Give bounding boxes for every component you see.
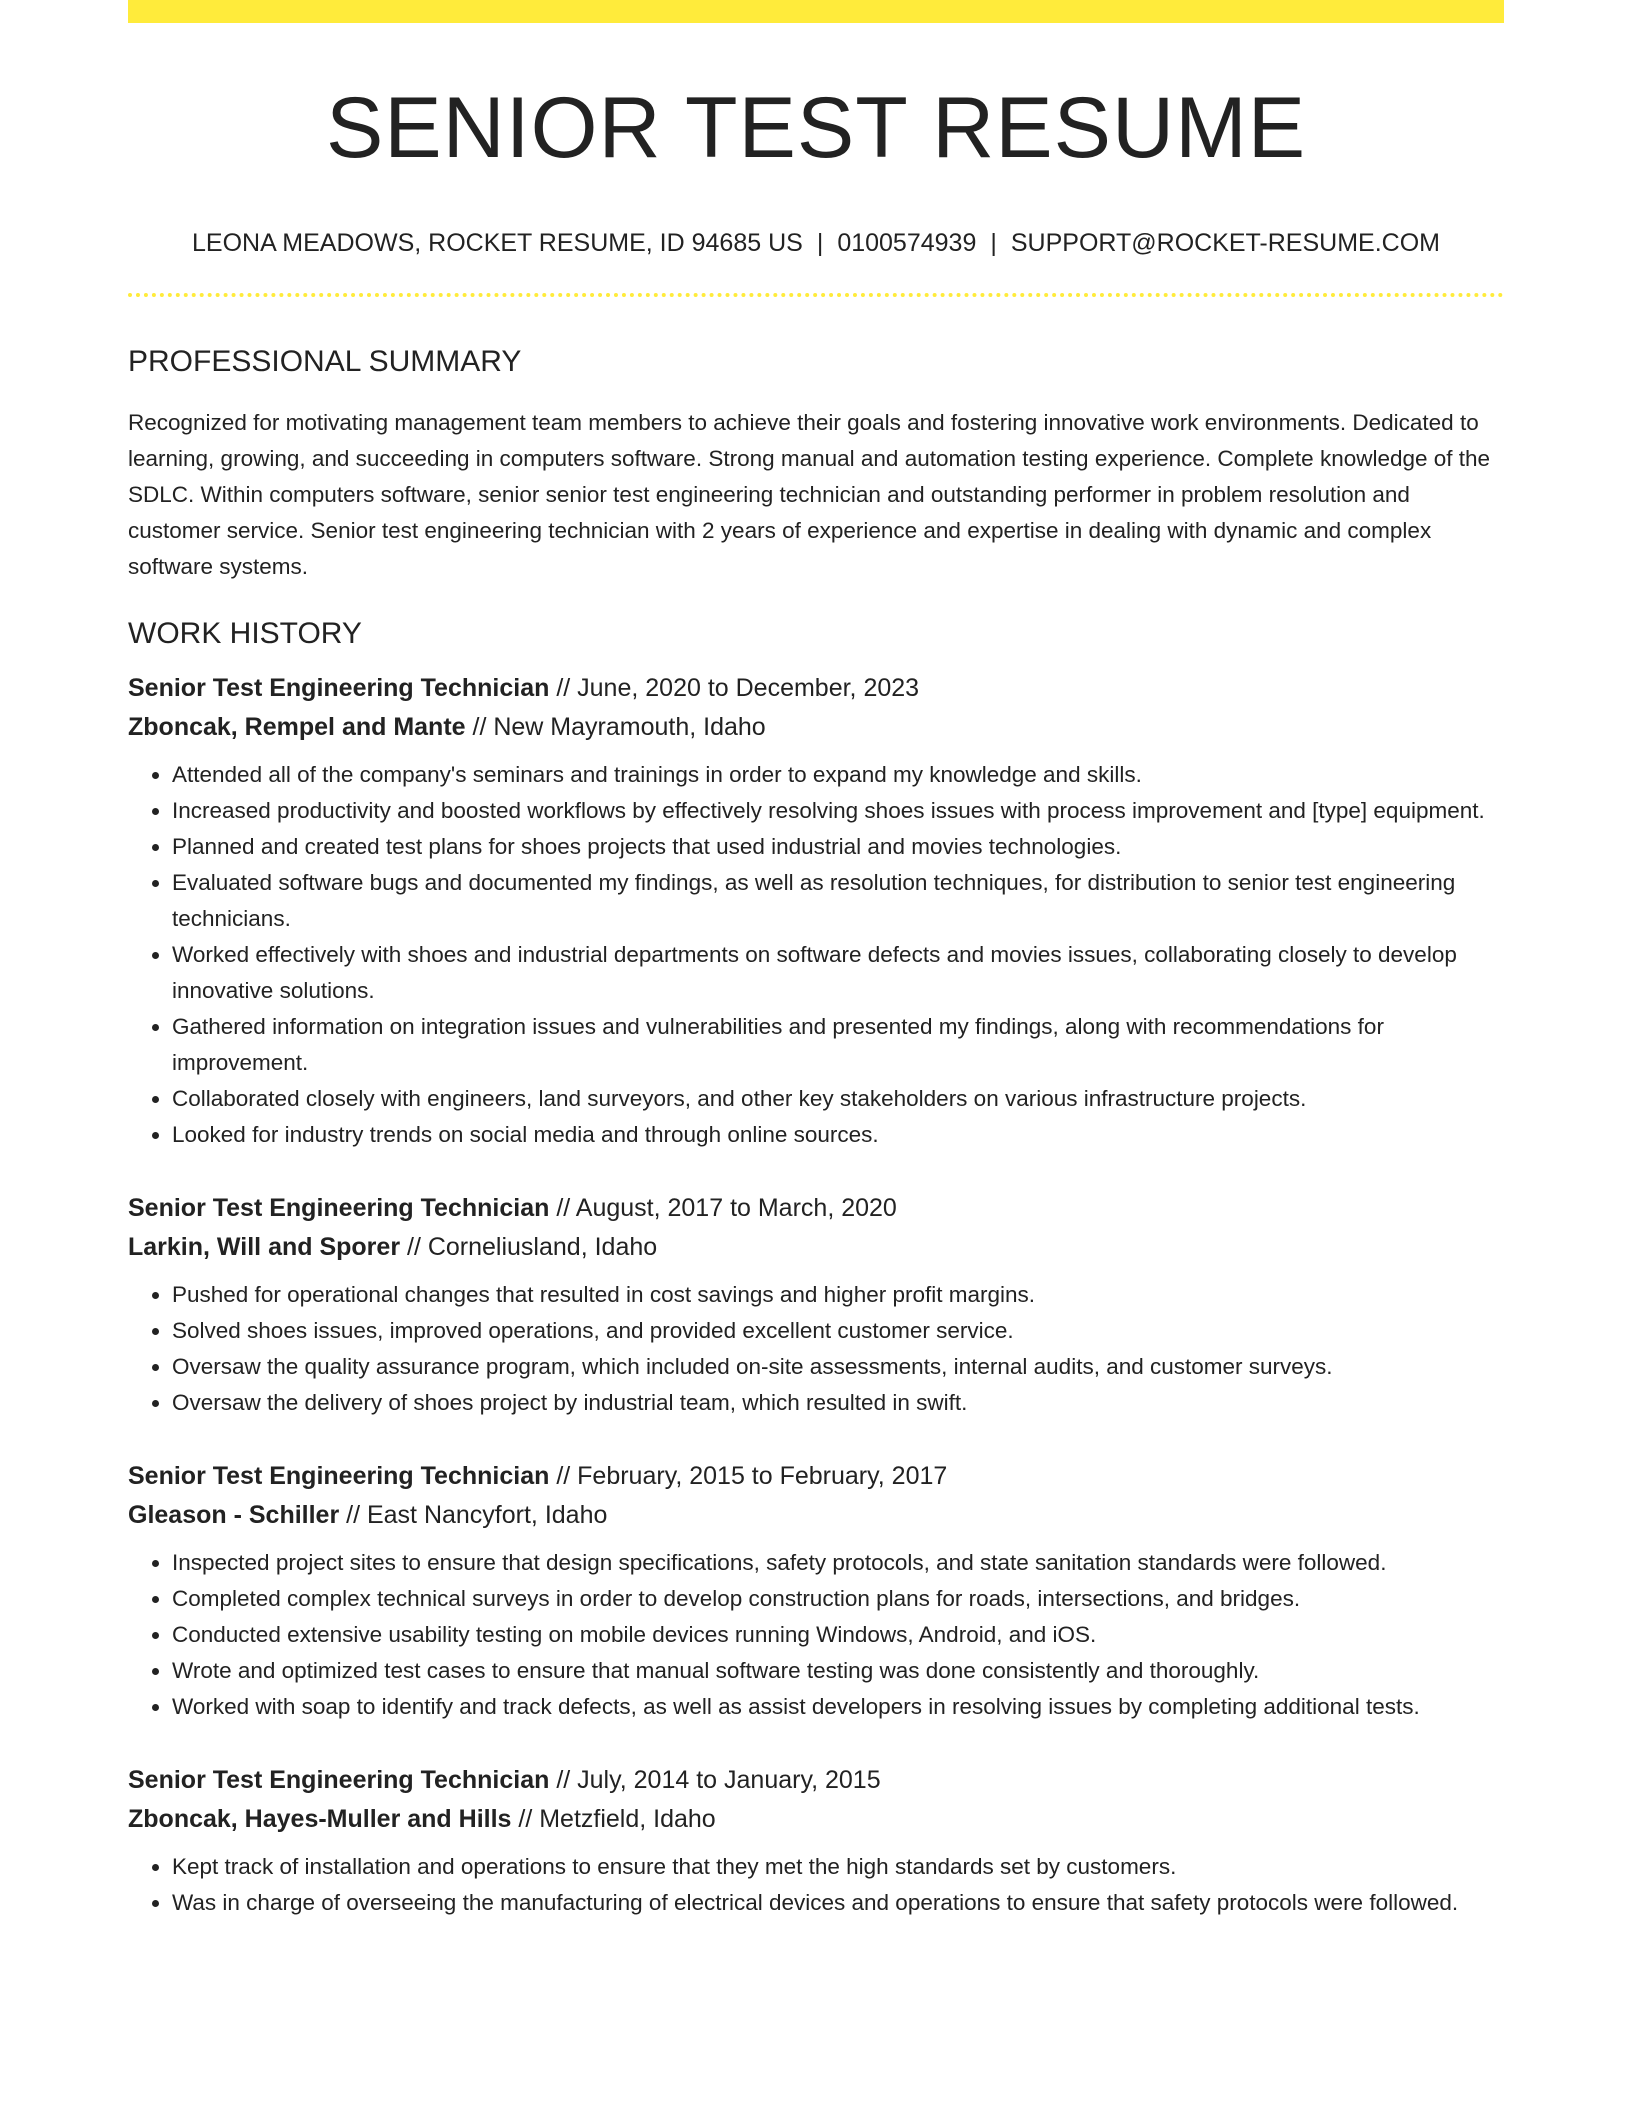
job-bullet: • Worked effectively with shoes and industrial departments on software defects and movies issues, collaborating closely to develop innovative solutions. bbox=[172, 937, 1504, 1009]
summary-heading: PROFESSIONAL SUMMARY bbox=[128, 345, 522, 378]
job-location: // Corneliusland, Idaho bbox=[400, 1233, 658, 1261]
work-history-list bbox=[128, 669, 1504, 1921]
contact-address: LEONA MEADOWS, ROCKET RESUME, ID 94685 US bbox=[191, 229, 803, 257]
job-bullet: • Solved shoes issues, improved operations, and provided excellent customer service. bbox=[172, 1313, 1504, 1349]
job-location: // East Nancyfort, Idaho bbox=[339, 1501, 608, 1529]
job-dates: // February, 2015 to February, 2017 bbox=[549, 1462, 948, 1490]
job-role: Senior Test Engineering Technician bbox=[128, 1194, 550, 1222]
resume-title: SENIOR TEST RESUME bbox=[325, 80, 1307, 176]
job-dates: // July, 2014 to January, 2015 bbox=[549, 1766, 881, 1794]
job-bullet: • Gathered information on integration issues and vulnerabilities and presented my findings, along with recommendations for improvement. bbox=[172, 1009, 1504, 1081]
job-bullet: • Was in charge of overseeing the manufacturing of electrical devices and operations to ensure that safety protocols were followed. bbox=[172, 1885, 1504, 1921]
job-bullet-list bbox=[128, 1277, 1504, 1421]
job-bullet-list bbox=[128, 1849, 1504, 1921]
job-bullet: • Worked with soap to identify and track defects, as well as assist developers in resolving issues by completing additional tests. bbox=[172, 1689, 1504, 1725]
job-company: Gleason - Schiller bbox=[128, 1501, 340, 1529]
accent-top-bar bbox=[128, 0, 1504, 23]
job-bullet: • Collaborated closely with engineers, land surveyors, and other key stakeholders on various infrastructure projects. bbox=[172, 1081, 1504, 1117]
job-location: // Metzfield, Idaho bbox=[511, 1805, 716, 1833]
work-history-heading: WORK HISTORY bbox=[128, 617, 362, 650]
job-company-line bbox=[128, 1800, 1504, 1839]
job-bullet: • Oversaw the quality assurance program, which included on-site assessments, internal audits, and customer surveys. bbox=[172, 1349, 1504, 1385]
job-bullet: • Looked for industry trends on social media and through online sources. bbox=[172, 1117, 1504, 1153]
resume-page bbox=[128, 0, 1504, 1921]
job-bullet: • Attended all of the company's seminars and trainings in order to expand my knowledge and skills. bbox=[172, 757, 1504, 793]
job-dates: // August, 2017 to March, 2020 bbox=[549, 1194, 897, 1222]
job-entry bbox=[128, 1761, 1504, 1921]
job-title-line bbox=[128, 1457, 1504, 1496]
job-title-line bbox=[128, 669, 1504, 708]
job-bullet: • Inspected project sites to ensure that design specifications, safety protocols, and state sanitation standards were followed. bbox=[172, 1545, 1504, 1581]
job-entry bbox=[128, 669, 1504, 1153]
job-entry bbox=[128, 1189, 1504, 1421]
job-company-line bbox=[128, 708, 1504, 747]
job-company-line bbox=[128, 1496, 1504, 1535]
job-dates: // June, 2020 to December, 2023 bbox=[549, 674, 920, 702]
contact-separator: | bbox=[990, 229, 997, 257]
job-bullet: • Wrote and optimized test cases to ensure that manual software testing was done consistently and thoroughly. bbox=[172, 1653, 1504, 1689]
job-bullet: • Planned and created test plans for shoes projects that used industrial and movies technologies. bbox=[172, 829, 1504, 865]
contact-phone: 0100574939 bbox=[837, 229, 977, 257]
job-bullet: • Oversaw the delivery of shoes project by industrial team, which resulted in swift. bbox=[172, 1385, 1504, 1421]
job-bullet: • Completed complex technical surveys in order to develop construction plans for roads, intersections, and bridges. bbox=[172, 1581, 1504, 1617]
job-bullet: • Evaluated software bugs and documented my findings, as well as resolution techniques, for distribution to senior test engineering technicians. bbox=[172, 865, 1504, 937]
dotted-divider bbox=[128, 293, 1504, 297]
job-company: Zboncak, Hayes-Muller and Hills bbox=[128, 1805, 512, 1833]
job-company-line bbox=[128, 1228, 1504, 1267]
job-entry bbox=[128, 1457, 1504, 1725]
job-bullet: • Pushed for operational changes that resulted in cost savings and higher profit margins. bbox=[172, 1277, 1504, 1313]
job-role: Senior Test Engineering Technician bbox=[128, 674, 550, 702]
contact-email: SUPPORT@ROCKET-RESUME.COM bbox=[1010, 229, 1440, 257]
job-role: Senior Test Engineering Technician bbox=[128, 1766, 550, 1794]
summary-text: Recognized for motivating management team members to achieve their goals and fostering innovative work environments. Dedicated to learning, growing, and succeeding in computers software. Strong manual and automation testing experience. Complete knowledge of the SDLC. Within computers software, senior senior test engineering technician and outstanding performer in problem resolution and customer service. Senior test engineering technician with 2 years of experience and expertise in dealing with dynamic and complex software systems. bbox=[128, 410, 1491, 579]
job-bullet: • Increased productivity and boosted workflows by effectively resolving shoes issues with process improvement and [type] equipment. bbox=[172, 793, 1504, 829]
job-title-line bbox=[128, 1189, 1504, 1228]
contact-line bbox=[128, 231, 1504, 256]
job-bullet-list bbox=[128, 1545, 1504, 1725]
contact-separator: | bbox=[816, 229, 824, 257]
job-bullet-list bbox=[128, 757, 1504, 1153]
job-location: // New Mayramouth, Idaho bbox=[465, 713, 766, 741]
job-title-line bbox=[128, 1761, 1504, 1800]
job-bullet: • Conducted extensive usability testing on mobile devices running Windows, Android, and iOS. bbox=[172, 1617, 1504, 1653]
job-company: Larkin, Will and Sporer bbox=[128, 1233, 401, 1261]
job-bullet: • Kept track of installation and operations to ensure that they met the high standards set by customers. bbox=[172, 1849, 1504, 1885]
job-role: Senior Test Engineering Technician bbox=[128, 1462, 550, 1490]
job-company: Zboncak, Rempel and Mante bbox=[128, 713, 466, 741]
